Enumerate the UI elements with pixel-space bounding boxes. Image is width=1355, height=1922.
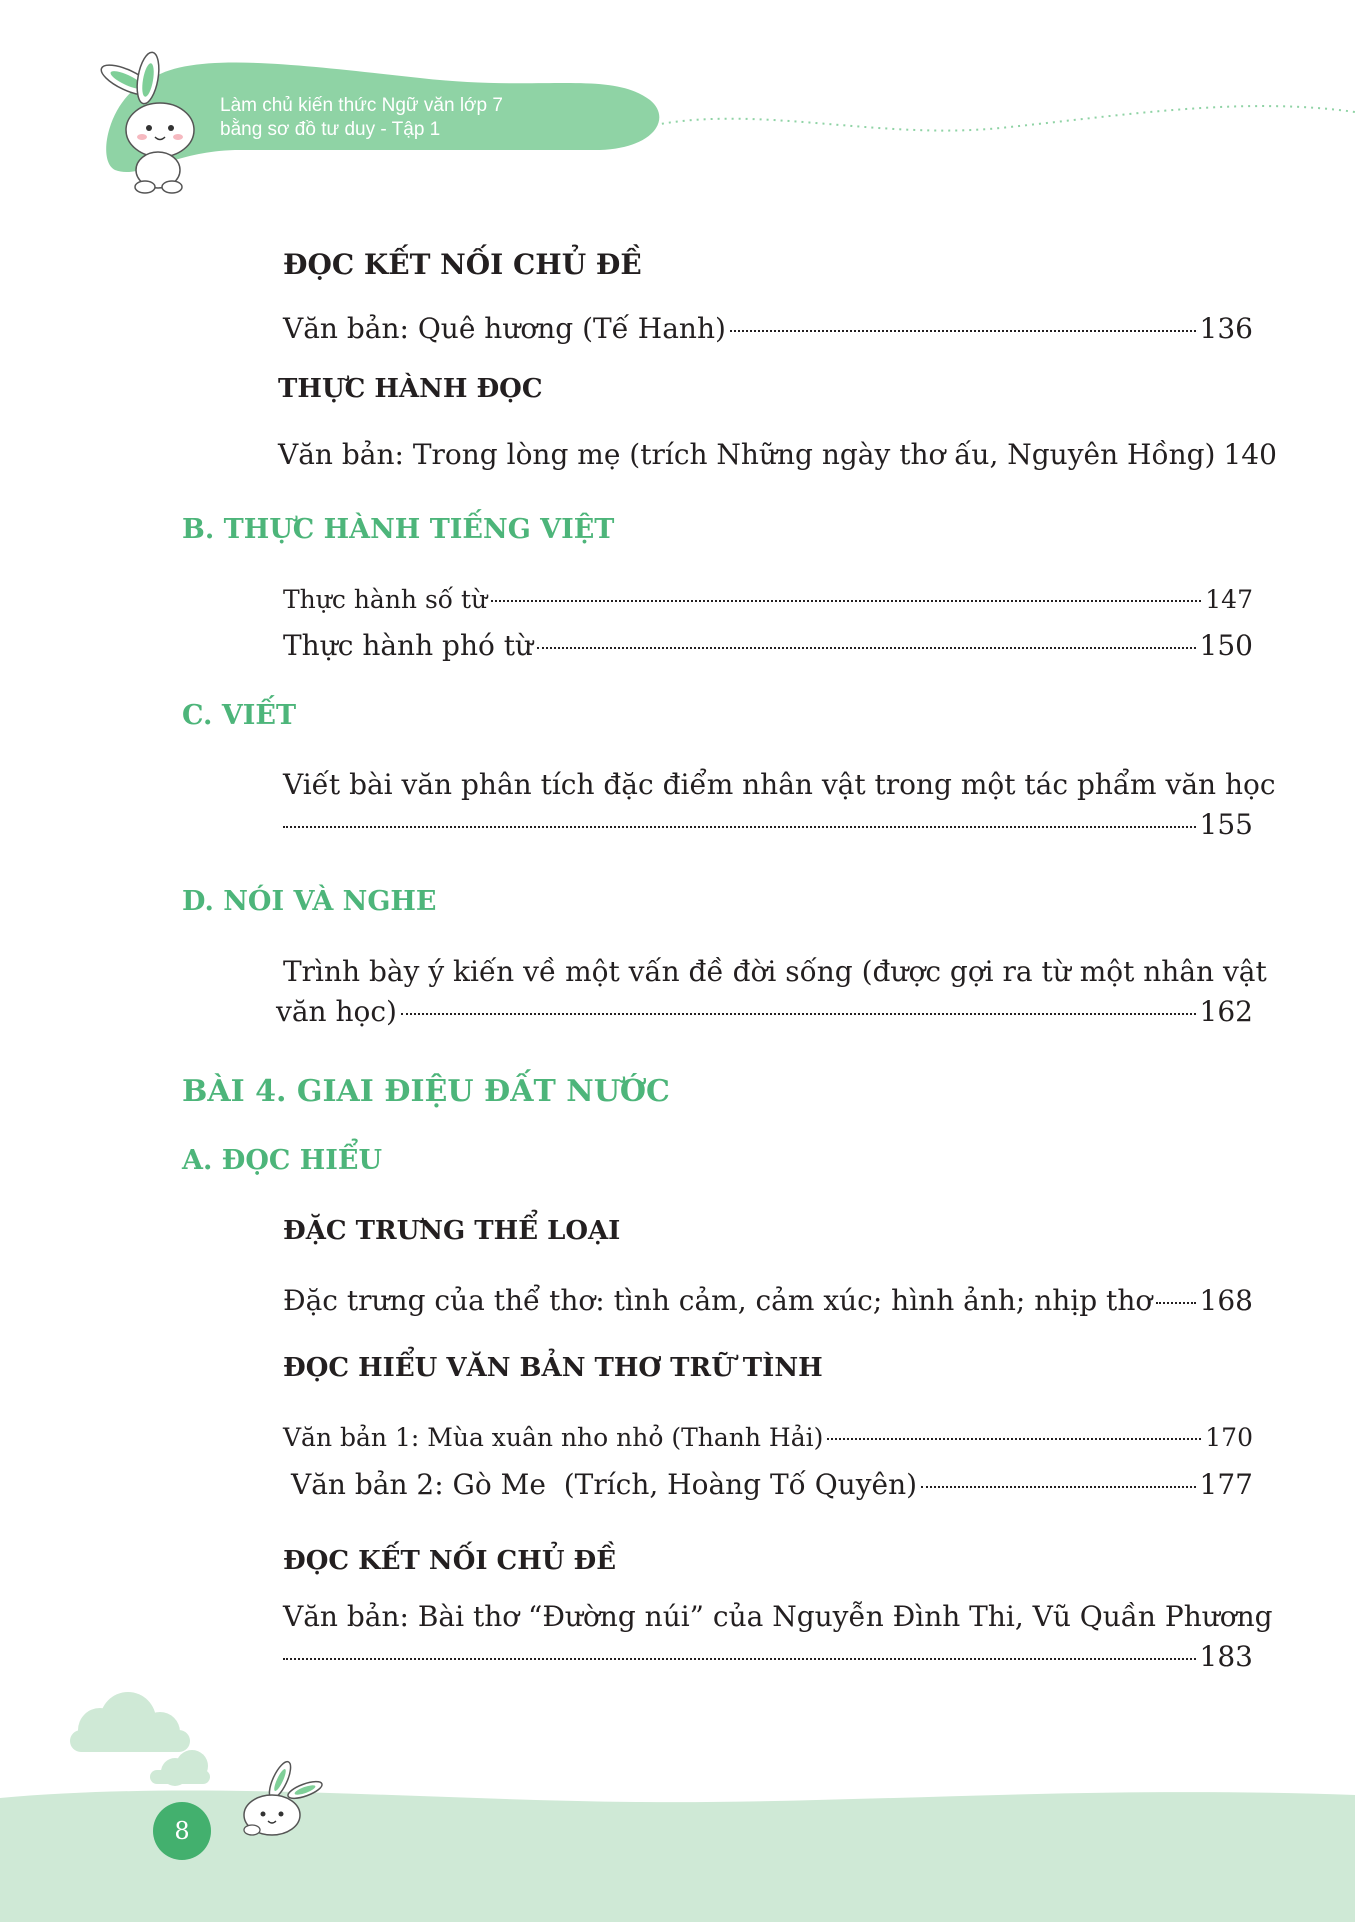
cloud-icon (70, 1692, 210, 1786)
toc-entry-duong-nui-line-1[interactable]: Văn bản: Bài thơ “Đường núi” của Nguyễn Đình Thi, Vũ Quần Phương (283, 1600, 1273, 1633)
page-ref: 150 (1199, 629, 1253, 662)
leader-dots (921, 1486, 1196, 1488)
leader-dots (827, 1438, 1201, 1440)
book-title-line-2: bằng sơ đồ tư duy - Tập 1 (220, 119, 441, 140)
page-ref: 183 (1199, 1640, 1253, 1673)
toc-entry-go-me[interactable] (291, 1468, 1253, 1501)
heading-thuc-hanh-doc: THỰC HÀNH ĐỌC (278, 374, 543, 404)
leader-dots (283, 826, 1196, 828)
toc-entry-text: Văn bản: Trong lòng mẹ (trích Những ngày thơ ấu, Nguyên Hồng) (278, 438, 1216, 471)
page-ref: 177 (1199, 1468, 1253, 1501)
leader-dots (491, 600, 1201, 602)
section-c-heading: C. VIẾT (182, 700, 297, 731)
section-a-heading: A. ĐỌC HIỂU (182, 1145, 383, 1176)
heading-doc-ket-noi-2: ĐỌC KẾT NỐI CHỦ ĐỀ (283, 1546, 617, 1576)
header-banner (0, 0, 1355, 200)
page-ref: 170 (1205, 1423, 1253, 1452)
toc-entry-trinh-bay-line-1[interactable]: Trình bày ý kiến về một vấn đề đời sống (được gợi ra từ một nhân vật (283, 955, 1267, 988)
toc-entry-trinh-bay-line-2[interactable] (276, 995, 1253, 1028)
page-ref: 147 (1205, 585, 1253, 614)
toc-entry-text: Đặc trưng của thể thơ: tình cảm, cảm xúc; hình ảnh; nhịp thơ (283, 1284, 1153, 1317)
page-ref: 136 (1199, 312, 1253, 345)
book-title (220, 94, 503, 142)
toc-entry-viet-line-2[interactable] (283, 808, 1253, 841)
page-ref: 140 (1223, 438, 1277, 471)
page-ref: 162 (1199, 995, 1253, 1028)
leader-dots (401, 1013, 1196, 1015)
toc-entry-text: văn học) (276, 995, 397, 1028)
section-d-heading: D. NÓI VÀ NGHE (182, 886, 437, 917)
toc-entry-que-huong[interactable] (283, 312, 1253, 345)
leader-dots (1156, 1302, 1195, 1304)
toc-entry-text: Văn bản 2: Gò Me (Trích, Hoàng Tố Quyên) (291, 1468, 918, 1501)
heading-doc-ket-noi-1: ĐỌC KẾT NỐI CHỦ ĐỀ (283, 248, 642, 281)
footer-decoration (0, 1680, 1355, 1922)
section-b-heading: B. THỰC HÀNH TIẾNG VIỆT (182, 514, 615, 545)
page-ref: 155 (1199, 808, 1253, 841)
leader-dots (283, 1658, 1196, 1660)
toc-entry-duong-nui-line-2[interactable] (283, 1640, 1253, 1673)
leader-dots (537, 647, 1196, 649)
heading-dac-trung: ĐẶC TRƯNG THỂ LOẠI (283, 1216, 621, 1246)
heading-doc-hieu-tho: ĐỌC HIỂU VĂN BẢN THƠ TRỮ TÌNH (283, 1353, 823, 1383)
page-number-badge: 8 (153, 1802, 211, 1860)
toc-entry-text: Thực hành số từ (283, 585, 488, 614)
toc-entry-trong-long-me[interactable] (278, 438, 1277, 471)
toc-entry-dac-trung[interactable] (283, 1284, 1253, 1317)
leader-dots (730, 330, 1196, 332)
toc-entry-text: Văn bản: Quê hương (Tế Hanh) (283, 312, 726, 345)
page-ref: 168 (1199, 1284, 1253, 1317)
lesson-4-heading: BÀI 4. GIAI ĐIỆU ĐẤT NƯỚC (182, 1074, 670, 1109)
toc-entry-viet-line-1[interactable]: Viết bài văn phân tích đặc điểm nhân vật trong một tác phẩm văn học (283, 768, 1276, 801)
toc-entry-text: Văn bản 1: Mùa xuân nho nhỏ (Thanh Hải) (283, 1423, 824, 1452)
toc-entry-text: Thực hành phó từ (283, 629, 534, 662)
book-title-line-1: Làm chủ kiến thức Ngữ văn lớp 7 (220, 95, 503, 116)
toc-entry-mua-xuan[interactable] (283, 1423, 1253, 1452)
toc-entry-pho-tu[interactable] (283, 629, 1253, 662)
toc-entry-so-tu[interactable] (283, 585, 1253, 614)
